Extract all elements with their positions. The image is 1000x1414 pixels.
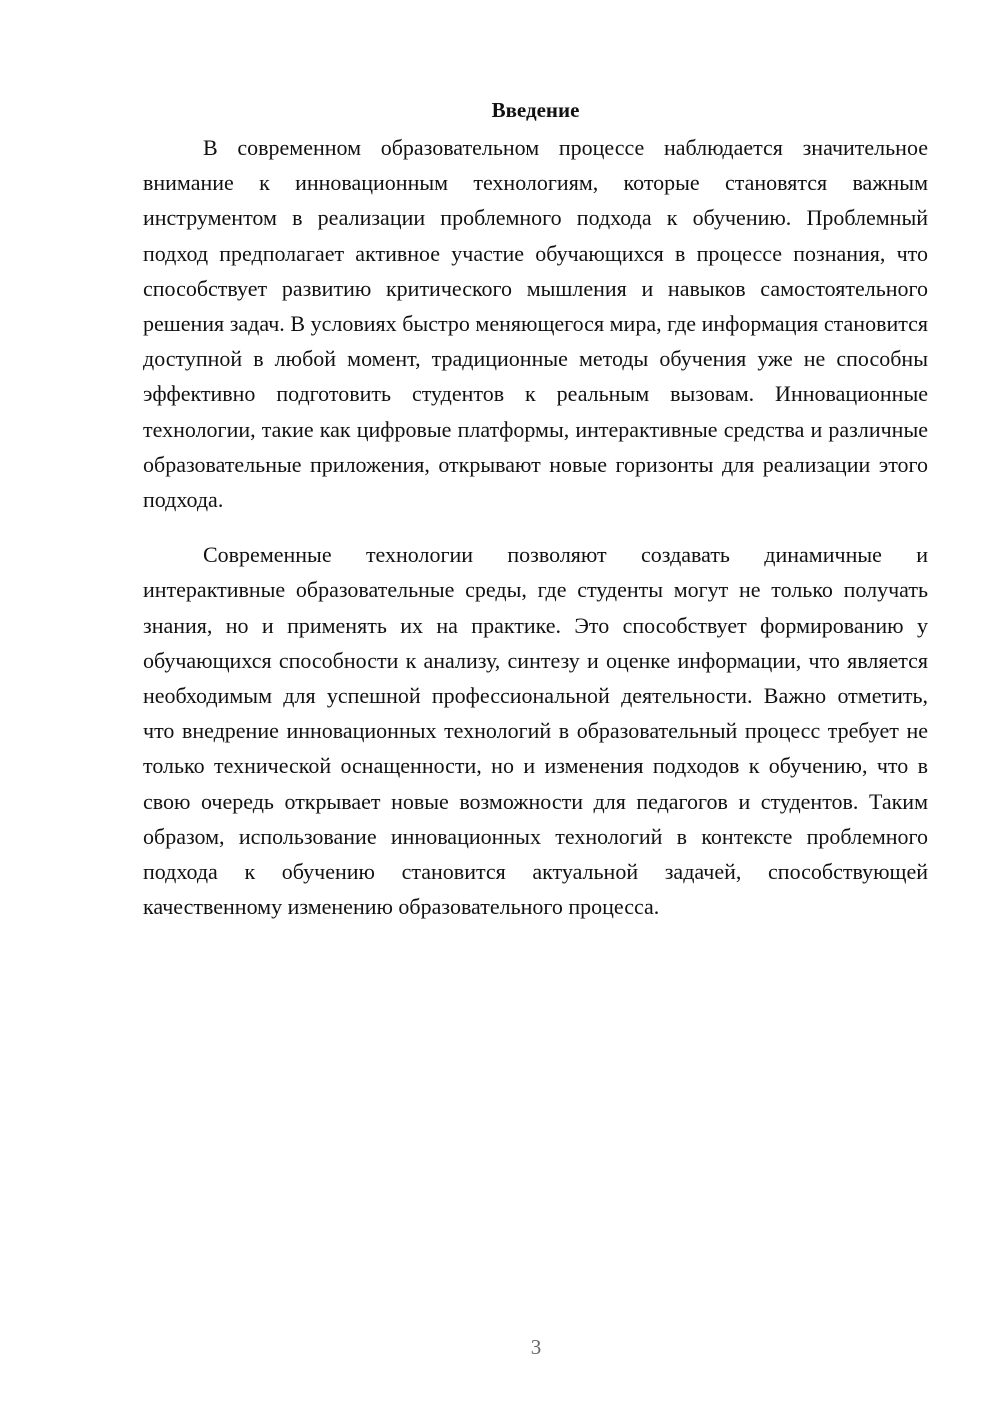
paragraph-1: В современном образовательном процессе наблюдается значительное внимание к инновационным технологиям, которые становятся важным инструментом в реализации проблемного подхода к обучению. Проблемный подход предполагает активное участие обучающихся в процессе познания, что способствует развитию критического мышления и навыков самостоятельного решения задач. В условиях быстро меняющегося мира, где информация становится доступной в любой момент, традиционные методы обучения уже не способны эффективно подготовить студентов к реальным вызовам. Инновационные технологии, такие как цифровые платформы, интерактивные средства и различные образовательные приложения, открывают новые горизонты для реализации этого подхода. [143,135,928,513]
paragraph-2: Современные технологии позволяют создавать динамичные и интерактивные образовательные среды, где студенты могут не только получать знания, но и применять их на практике. Это способствует формированию у обучающихся способности к анализу, синтезу и оценке информации, что является необходимым для успешной профессиональной деятельности. Важно отметить, что внедрение инновационных технологий в образовательный процесс требует не только технической оснащенности, но и изменения подходов к обучению, что в свою очередь открывает новые возможности для педагогов и студентов. Таким образом, использование инновационных технологий в контексте проблемного подхода к обучению становится актуальной задачей, способствующей качественному изменению образовательного процесса. [143,542,928,920]
page-number: 3 [530,1335,542,1359]
document-body [143,94,928,924]
section-heading: Введение [491,98,580,122]
